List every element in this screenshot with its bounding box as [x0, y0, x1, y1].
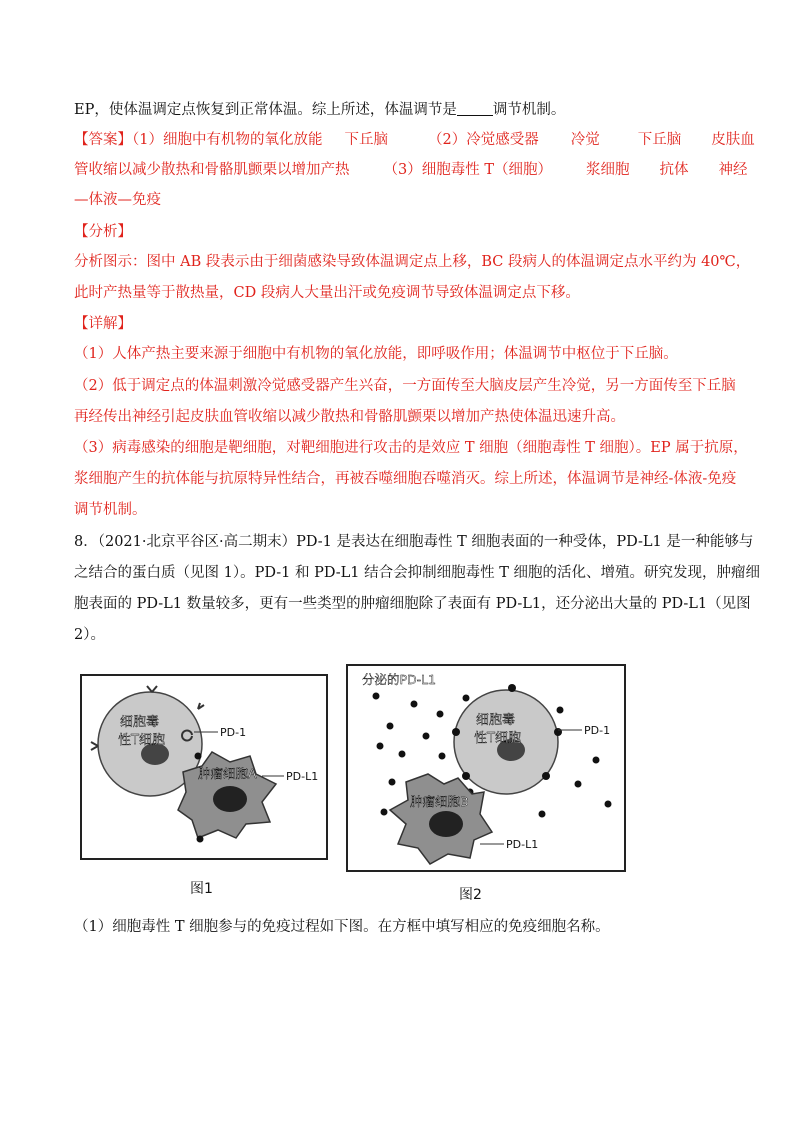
secreted-pd-l1-dot [557, 707, 564, 714]
secreted-pd-l1-dot [593, 757, 600, 764]
answer-line-1 [74, 130, 755, 150]
pd1-label: PD-1 [220, 726, 247, 739]
answer-part: 皮肤血 [711, 132, 755, 148]
question-line-2: 之结合的蛋白质（见图 1）。PD-1 和 PD-L1 结合会抑制细胞毒性 T 细胞的活化、增殖。研究发现，肿瘤细 [74, 565, 760, 581]
secreted-pd-l1-dot [437, 711, 444, 718]
question-line-3: 胞表面的 PD-L1 数量较多，更有一些类型的肿瘤细胞除了表面有 PD-L1，还分泌出大量的 PD-L1（见图 [74, 596, 751, 612]
secreted-pd-l1-dot [389, 779, 396, 786]
detail-para-3c: 调节机制。 [74, 502, 147, 518]
question-line-1: 8．（2021·北京平谷区·高二期末）PD-1 是表达在细胞毒性 T 细胞表面的一种受体，PD-L1 是一种能够与 [74, 534, 754, 550]
pd-l1-dot [197, 836, 204, 843]
figure-1 [80, 674, 330, 862]
secreted-pd-l1-dot [575, 781, 582, 788]
answer-blank [457, 101, 493, 116]
secreted-pd-l1-dot [377, 743, 384, 750]
secreted-pd-l1-dot [423, 733, 430, 740]
pdl1-label: PD-L1 [286, 770, 319, 783]
analysis-tag: 【分析】 [74, 224, 132, 240]
tumor-label: 肿瘤细胞B [410, 794, 469, 809]
secreted-pd-l1-dot [605, 801, 612, 808]
text-segment: EP，使体温调定点恢复到正常体温。综上所述，体温调节是 [74, 102, 457, 118]
analysis-line-2: 此时产热量等于散热量，CD 段病人大量出汗或免疫调节导致体温调定点下移。 [74, 285, 580, 301]
answer-part: 浆细胞 [586, 162, 630, 178]
detail-tag: 【详解】 [74, 316, 132, 332]
analysis-line-1: 分析图示：图中 AB 段表示由于细菌感染导致体温调定点上移，BC 段病人的体温调定点水平约为 40℃， [74, 254, 751, 270]
pd1-label: PD-1 [584, 724, 611, 737]
detail-para-3a: （3）病毒感染的细胞是靶细胞，对靶细胞进行攻击的是效应 T 细胞（细胞毒性 T 细胞）。EP 属于抗原， [74, 440, 748, 456]
detail-para-1: （1）人体产热主要来源于细胞中有机物的氧化放能，即呼吸作用；体温调节中枢位于下丘脑。 [74, 346, 678, 362]
answer-part: 神经 [718, 162, 748, 178]
sub-question-1: （1）细胞毒性 T 细胞参与的免疫过程如下图。在方框中填写相应的免疫细胞名称。 [74, 919, 610, 935]
secreted-label: 分泌的PD-L1 [362, 672, 437, 687]
tumor-label: 肿瘤细胞A [198, 766, 257, 781]
answer-line-2 [74, 160, 748, 180]
answer-tag: 【答案】 [74, 132, 132, 148]
answer-part: 抗体 [659, 162, 689, 178]
bound-pd-l1 [462, 772, 470, 780]
answer-part: 冷觉 [570, 132, 600, 148]
secreted-pd-l1-dot [373, 693, 380, 700]
t-cell-label: 性T细胞 [118, 733, 165, 748]
question-line-4: 2）。 [74, 627, 105, 643]
secreted-pd-l1-dot [399, 751, 406, 758]
figure-1-caption: 图1 [190, 881, 213, 897]
continuation-line [74, 100, 734, 120]
t-cell-label: 细胞毒 [120, 715, 160, 730]
text-segment: 调节机制。 [492, 102, 566, 118]
answer-part: （3）细胞毒性 T（细胞） [383, 162, 553, 178]
answer-part: 管收缩以减少散热和骨骼肌颤栗以增加产热 [74, 162, 350, 178]
bound-pd-l1 [554, 728, 562, 736]
secreted-pd-l1-dot [381, 809, 388, 816]
detail-para-2a: （2）低于调定点的体温刺激冷觉感受器产生兴奋，一方面传至大脑皮层产生冷觉，另一方面传至下丘脑 [74, 378, 736, 394]
bound-pd-l1 [508, 684, 516, 692]
detail-para-2b: 再经传出神经引起皮肤血管收缩以减少散热和骨骼肌颤栗以增加产热使体温迅速升高。 [74, 409, 625, 425]
t-cell-label: 性T细胞 [474, 731, 521, 746]
detail-para-3b: 浆细胞产生的抗体能与抗原特异性结合，再被吞噬细胞吞噬消灭。综上所述，体温调节是神经-体液-免疫 [74, 471, 737, 487]
bound-pd-l1 [452, 728, 460, 736]
bound-pd-l1 [542, 772, 550, 780]
answer-part: （2）冷觉感受器 [427, 132, 539, 148]
answer-part: 下丘脑 [344, 132, 388, 148]
secreted-pd-l1-dot [387, 723, 394, 730]
answer-part: （1）细胞中有机物的氧化放能 [132, 132, 323, 148]
pdl1-label: PD-L1 [506, 838, 539, 851]
secreted-pd-l1-dot [411, 701, 418, 708]
figure-2 [346, 664, 628, 874]
secreted-pd-l1-dot [439, 753, 446, 760]
secreted-pd-l1-dot [539, 811, 546, 818]
t-cell-label: 细胞毒 [476, 713, 516, 728]
answer-part: 下丘脑 [637, 132, 682, 148]
answer-line-3: —体液—免疫 [74, 192, 161, 208]
figure-2-caption: 图2 [459, 887, 482, 903]
tumor-nucleus [429, 811, 463, 837]
tumor-nucleus [213, 786, 247, 812]
pd-l1-dot [195, 753, 202, 760]
secreted-pd-l1-dot [463, 695, 470, 702]
